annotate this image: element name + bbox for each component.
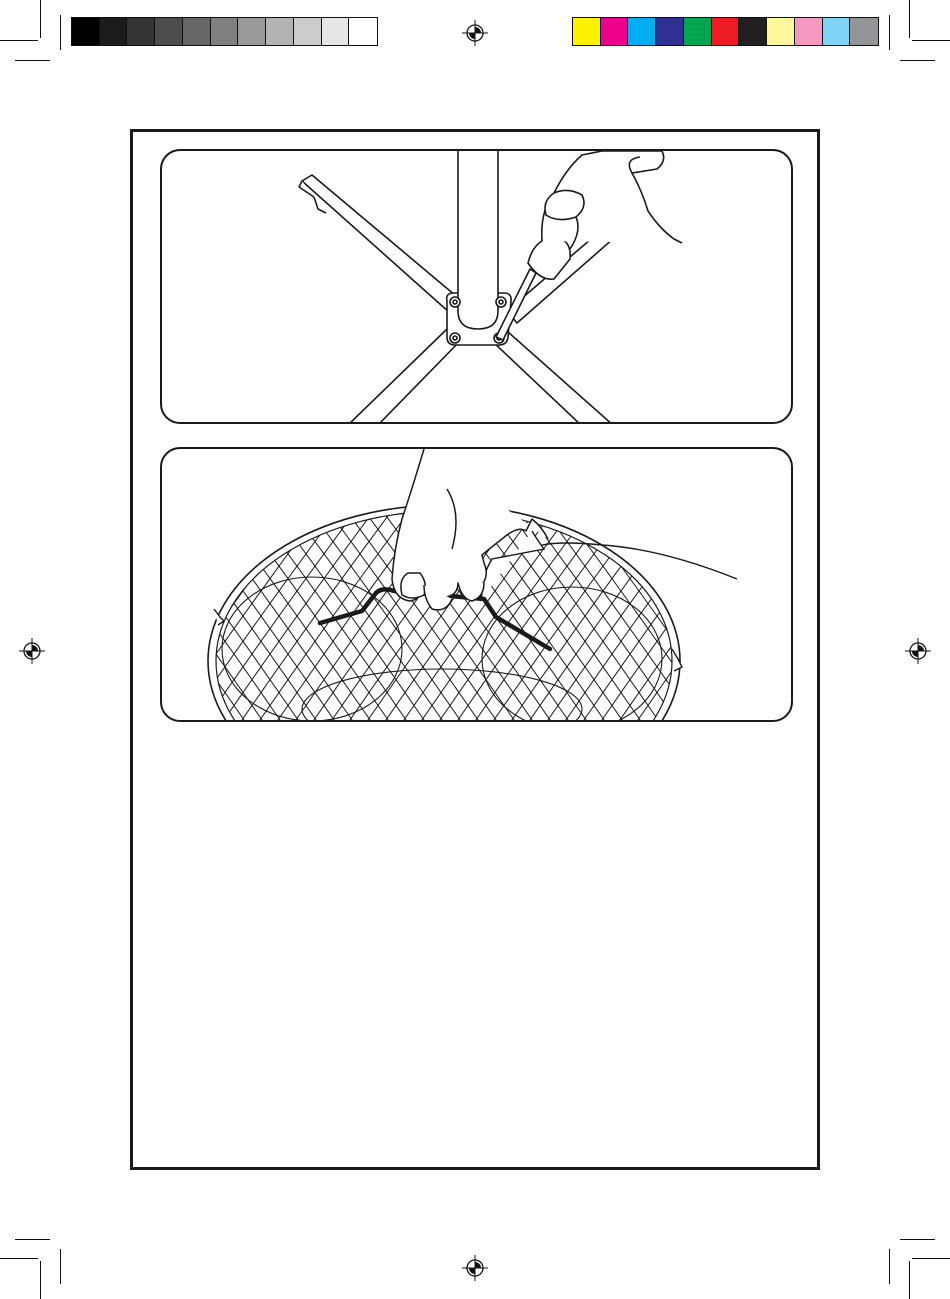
color-swatch — [601, 18, 629, 45]
illustration-panel-base — [160, 149, 793, 424]
grayscale-swatch — [100, 18, 128, 45]
grayscale-swatch — [155, 18, 183, 45]
grille-mesh-line — [690, 489, 793, 722]
registration-mark-right-icon — [905, 638, 931, 664]
grayscale-swatch — [183, 18, 211, 45]
illustration-panel-grille — [160, 447, 793, 722]
registration-mark-left-icon — [19, 638, 45, 664]
grille-mesh-line — [162, 489, 174, 722]
grille-mesh-line — [672, 489, 793, 722]
color-swatch — [850, 18, 878, 45]
color-swatch-strip — [572, 17, 879, 46]
base-screw-illustration — [162, 151, 793, 424]
color-swatch — [656, 18, 684, 45]
grayscale-swatch — [238, 18, 266, 45]
grille-mesh-line — [162, 489, 210, 722]
grayscale-swatch — [322, 18, 350, 45]
grille-mesh-line — [780, 489, 793, 722]
color-swatch — [684, 18, 712, 45]
color-swatch — [823, 18, 851, 45]
grille-mesh-line — [744, 489, 793, 722]
color-swatch — [739, 18, 767, 45]
color-swatch — [712, 18, 740, 45]
color-swatch — [795, 18, 823, 45]
grayscale-swatch — [72, 18, 100, 45]
registration-mark-bottom-icon — [462, 1255, 488, 1281]
grille-mesh-line — [744, 489, 793, 722]
grille-mesh-line — [162, 489, 192, 722]
grille-mesh-line — [780, 489, 793, 722]
grille-mesh-line — [708, 489, 793, 722]
grille-mesh-line — [762, 489, 793, 722]
grayscale-swatch — [349, 18, 377, 45]
grille-mesh-line — [726, 489, 793, 722]
grille-clip-illustration — [162, 449, 793, 722]
grille-mesh-line — [672, 489, 793, 722]
color-swatch — [628, 18, 656, 45]
grille-mesh-line — [162, 489, 174, 722]
grayscale-swatch-strip — [71, 17, 378, 46]
color-swatch — [767, 18, 795, 45]
color-swatch — [573, 18, 601, 45]
grille-mesh-line — [762, 489, 793, 722]
grayscale-swatch — [127, 18, 155, 45]
grayscale-swatch — [266, 18, 294, 45]
grille-mesh-line — [162, 489, 210, 722]
grille-mesh-line — [690, 489, 793, 722]
grille-mesh-line — [708, 489, 793, 722]
grille-mesh-line — [726, 489, 793, 722]
registration-mark-top-icon — [462, 20, 488, 46]
grille-mesh-line — [162, 489, 192, 722]
grayscale-swatch — [211, 18, 239, 45]
grayscale-swatch — [294, 18, 322, 45]
